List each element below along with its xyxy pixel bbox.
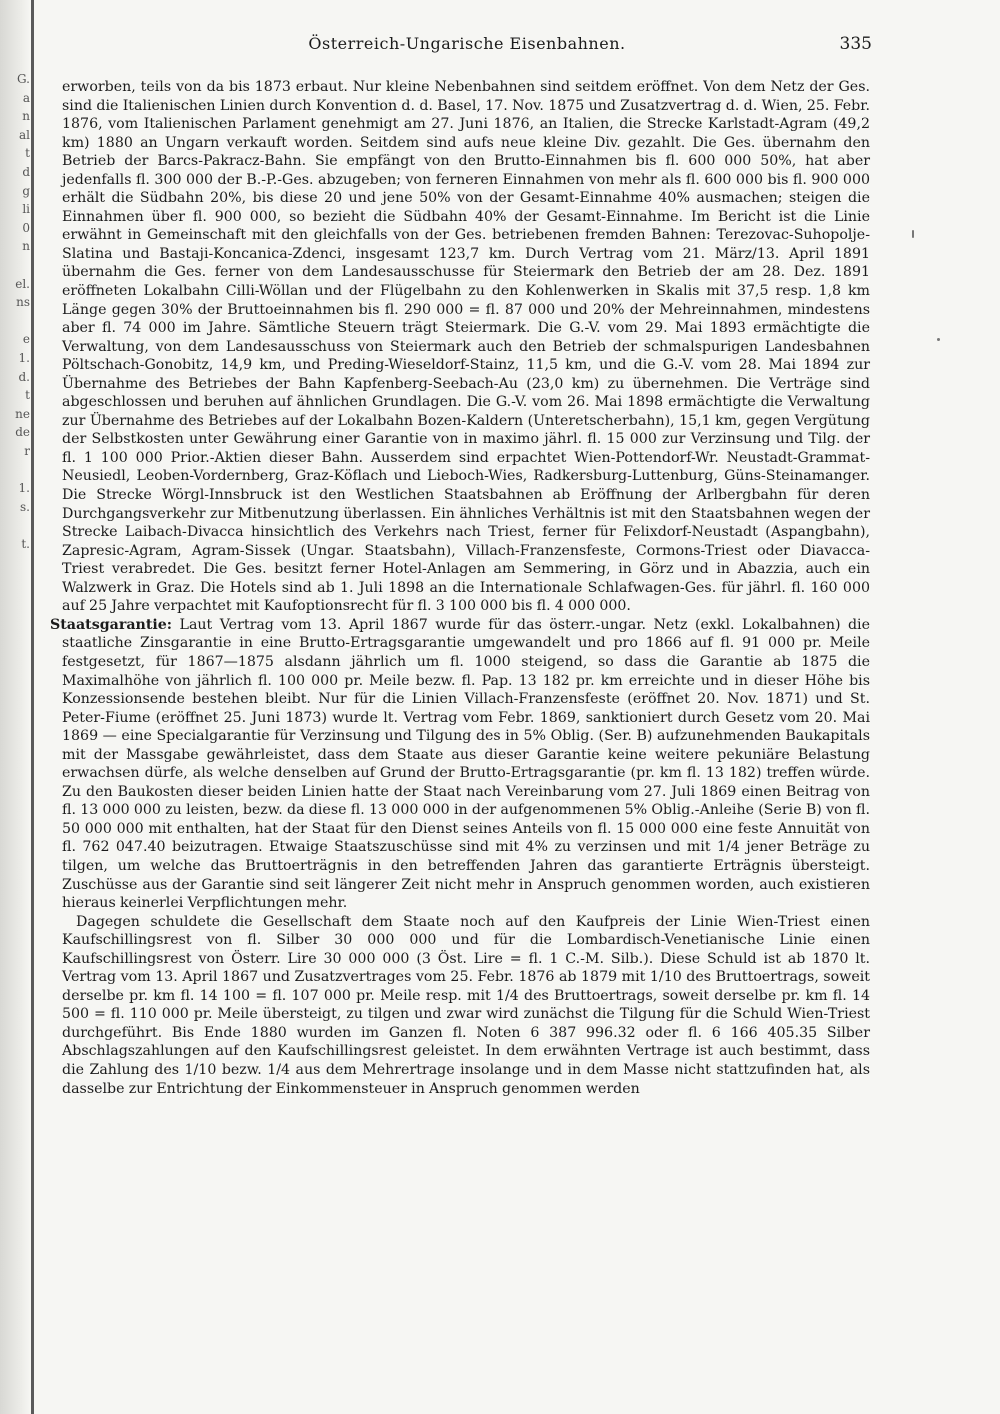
spine-fragment: de <box>15 425 30 440</box>
spine-fragment: n <box>22 239 30 254</box>
running-title: Österreich-Ungarische Eisenbahnen. <box>308 34 626 53</box>
paragraph-state-guarantee <box>50 616 870 913</box>
book-spine-edge <box>31 0 34 1414</box>
spine-fragment: g <box>22 183 30 198</box>
spine-fragment: al <box>19 127 30 142</box>
paragraph-south-railway-history: erworben, teils von da bis 1873 erbaut. Nur kleine Nebenbahnen sind seitdem eröffnet. Von dem Netz der Ges. sind die Italienischen Linien durch Konvention d. d. Basel, 17. Nov. 1875 und Zusatzvertrag d. d. Wien, 25. Febr. 1876, vom Italienischen Parlament genehmigt am 27. Juni 1876, an Italien, die Strecke Karlstadt-Agram (49,2 km) 1880 an Ungarn verkauft worden. Seitdem sind aufs neue kleine Div. gezahlt. Die Ges. übernahm den Betrieb der Barcs-Pakracz-Bahn. Sie empfängt von den Brutto-Einnahmen bis fl. 600 000 50%, hat aber jedenfalls fl. 300 000 der B.-P.-Ges. abzugeben; von ferneren Einnahmen von mehr als fl. 600 000 bis fl. 900 000 erhält die Südbahn 20%, bis diese 20 und jene 50% von der Gesamt-Einnahme 40% ausmachen; steigen die Einnahmen über fl. 900 000, so bezieht die Südbahn 40% der Gesamt-Einnahme. Im Bericht ist die Linie erwähnt in Gemeinschaft mit den gleichfalls von der Ges. betriebenen fremden Bahnen: Terezovac-Suhopolje-Slatina und Bastaji-Koncanica-Zdenci, insgesamt 123,7 km. Durch Vertrag vom 21. März/13. April 1891 übernahm die Ges. ferner von dem Landesausschusse für Steiermark den Betrieb der am 28. Dez. 1891 eröffneten Lokalbahn Cilli-Wöllan und der Flügelbahn zu den Kohlenwerken in Skalis mit 37,5 resp. 1,8 km Länge gegen 30% der Bruttoeinnahmen bis fl. 290 000 = fl. 87 000 und 20% der Mehreinnahmen, mindestens aber fl. 74 000 im Jahre. Sämtliche Steuern trägt Steiermark. Die G.-V. vom 29. Mai 1893 ermächtigte die Verwaltung, von dem Landesausschuss von Steiermark auch den Betrieb der schmalspurigen Landesbahnen Pöltschach-Gonobitz, 14,9 km, und Preding-Wieseldorf-Stainz, 11,5 km, und die G.-V. vom 28. Mai 1894 zur Übernahme des Betriebes der Bahn Kapfenberg-Seebach-Au (23,0 km) zu übernehmen. Die Verträge sind abgeschlossen und beruhen auf ähnlichen Grundlagen. Die G.-V. vom 26. Mai 1898 ermächtigte die Verwaltung zur Übernahme des Betriebes auf der Lokalbahn Bozen-Kaldern (Unteretscherbahn), 15,1 km, gegen Vergütung der Selbstkosten unter Gewährung einer Garantie von in maximo jährl. fl. 15 000 zur Verzinsung und Tilg. der fl. 1 100 000 Prior.-Aktien dieser Bahn. Ausserdem sind erpachtet Wien-Pottendorf-Wr. Neustadt-Grammat-Neusiedl, Leoben-Vordernberg, Graz-Köflach und Lieboch-Wies, Radkersburg-Luttenburg, Güns-Steinamanger. Die Strecke Wörgl-Innsbruck ist den Westlichen Staatsbahnen ab Eröffnung der Arlbergbahn für deren Durchgangsverkehr zur Mitbenutzung überlassen. Ein ähnliches Verhältnis ist mit den Staatsbahnen wegen der Strecke Laibach-Divacca hinsichtlich des Verkehrs nach Triest, ferner für Felixdorf-Neustadt (Aspangbahn), Zapresic-Agram, Agram-Sissek (Ungar. Staatsbahn), Villach-Franzensfeste, Cormons-Triest oder Diavacca-Triest verabredet. Die Ges. besitzt ferner Hotel-Anlagen am Semmering, in Görz und in Abazzia, auch ein Walzwerk in Graz. Die Hotels sind ab 1. Juli 1898 an die Internationale Schlafwagen-Ges. für jährl. fl. 160 000 auf 25 Jahre verpachtet mit Kaufoptionsrecht für fl. 3 100 000 bis fl. 4 000 000. <box>62 79 870 615</box>
spine-fragment: e <box>22 332 30 347</box>
spine-fragment <box>0 553 30 572</box>
spine-fragment: G. <box>17 72 30 86</box>
spine-fragment: 0 <box>22 220 30 235</box>
spine-fragment <box>0 516 30 535</box>
spine-fragment: li <box>22 202 30 217</box>
spine-fragment: 1. <box>18 350 30 365</box>
spine-fragment <box>0 256 30 275</box>
spine-fragment: d. <box>18 369 30 384</box>
spine-fragment: t <box>25 388 30 403</box>
spine-fragment: ns <box>16 295 30 310</box>
spine-fragment: 1. <box>18 481 30 496</box>
spine-fragment: d <box>22 164 30 179</box>
page-header <box>62 34 872 58</box>
body-text <box>50 78 870 1098</box>
spine-fragment: r <box>24 443 30 458</box>
spine-fragment: n <box>22 109 30 124</box>
scan-speck <box>937 338 940 341</box>
adjacent-page-fragments <box>0 70 30 609</box>
spine-fragment <box>0 460 30 479</box>
spine-fragment: s. <box>20 499 30 514</box>
spine-fragment: el. <box>15 276 30 291</box>
section-label-staatsgarantie: Staatsgarantie: <box>50 616 173 633</box>
spine-fragment: t <box>25 146 30 161</box>
spine-fragment: a <box>22 90 30 105</box>
scan-speck <box>912 230 914 238</box>
spine-fragment <box>0 591 30 610</box>
state-guarantee-text: Laut Vertrag vom 13. April 1867 wurde für das österr.-ungar. Netz (exkl. Lokalbahnen) die staatliche Zinsgarantie in eine Brutto-Ertragsgarantie umgewandelt und pro 1866 auf fl. 91 000 pr. Meile festgesetzt, für 1867—1875 alsdann jährlich um fl. 1000 steigend, so dass die Garantie ab 1875 die Maximalhöhe von jährlich fl. 100 000 pr. Meile bezw. fl. Pap. 13 182 pr. km erreichte und in dieser Höhe bis Konzessionsende bestehen bleibt. Nur für die Linien Villach-Franzensfeste (eröffnet 20. Nov. 1871) und St. Peter-Fiume (eröffnet 25. Juni 1873) wurde lt. Vertrag vom Febr. 1869, sanktioniert durch Gesetz vom 20. Mai 1869 — eine Specialgarantie für Verzinsung und Tilgung des in 5% Oblig. (Ser. B) aufzunehmenden Baukapitals mit der Massgabe gewährleistet, dass dem Staate aus dieser Garantie keine weitere pekuniäre Belastung erwachsen dürfe, als welche denselben auf Grund der Brutto-Ertragsgarantie (pr. km fl. 13 182) treffen würde. Zu den Baukosten dieser beiden Linien hatte der Staat nach Vereinbarung vom 27. Juli 1869 einen Beitrag von fl. 13 000 000 zu leisten, bezw. da diese fl. 13 000 000 in der aufgenommenen 5% Oblig.-Anleihe (Serie B) von fl. 50 000 000 mit enthalten, hat der Staat für den Dienst seines Anteils von fl. 15 000 000 eine feste Annuität von fl. 762 047.40 beizutragen. Etwaige Staatszuschüsse sind mit 4% zu verzinsen und mit 1/4 jener Beträge zu tilgen, um welche das Bruttoerträgnis in den betreffenden Jahren das garantierte Erträgnis übersteigt. Zuschüsse aus der Garantie sind seit längerer Zeit nicht mehr in Anspruch genommen worden, auch existieren hieraus keinerlei Verpflichtungen mehr. <box>62 616 870 912</box>
page-number: 335 <box>839 34 872 54</box>
spine-fragment <box>0 312 30 331</box>
paragraph-purchase-price-debt: Dagegen schuldete die Gesellschaft dem Staate noch auf den Kaufpreis der Linie Wien-Triest einen Kaufschillingsrest von fl. Silber 30 000 000 und für die Lombardisch-Venetianische Linie einen Kaufschillingsrest von Österr. Lire 30 000 000 (3 Öst. Lire = fl. 1 C.-M. Silb.). Diese Schuld ist ab 1870 lt. Vertrag vom 13. April 1867 und Zusatzvertrages vom 25. Febr. 1876 ab 1879 mit 1/10 des Bruttoertrags, soweit derselbe pr. km fl. 14 100 = fl. 107 000 pr. Meile resp. mit 1/4 des Bruttoertrags, soweit derselbe pr. km fl. 14 500 = fl. 110 000 pr. Meile übersteigt, zu tilgen und zwar wird zunächst die Tilgung für die Schuld Wien-Triest durchgeführt. Bis Ende 1880 wurden im Ganzen fl. Noten 6 387 996.32 oder fl. 6 166 405.35 Silber Abschlagszahlungen auf den Kaufschillingsrest geleistet. In dem erwähnten Vertrage ist auch bestimmt, dass die Zahlung des 1/10 bezw. 1/4 aus dem Mehrertrage insolange und in dem Masse nicht stattzufinden hat, als dasselbe zur Entrichtung der Einkommensteuer in Anspruch genommen werden <box>62 913 870 1097</box>
spine-fragment: ne <box>15 406 30 421</box>
spine-fragment <box>0 572 30 591</box>
spine-fragment: t. <box>21 536 30 551</box>
